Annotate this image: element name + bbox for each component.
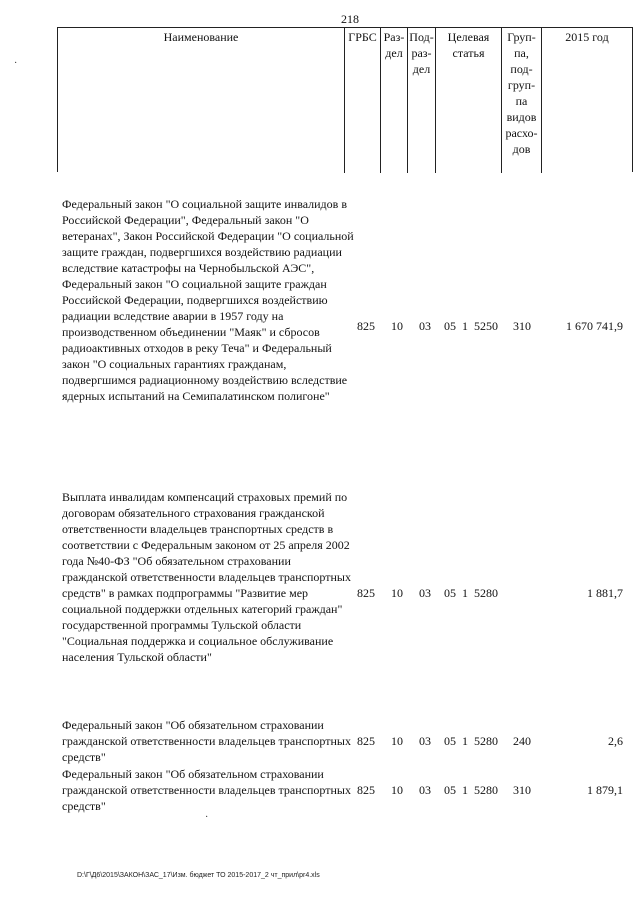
row-grbs: 825 (357, 783, 375, 797)
row-podrazdel: 03 (419, 734, 431, 748)
row-grbs: 825 (357, 734, 375, 748)
row-target: 05 1 5250 (444, 319, 498, 333)
row-name: Федеральный закон "Об обязательном страховании гражданской ответственности владельцев транспортных средств" (62, 718, 351, 764)
scan-speck: · (205, 812, 209, 823)
header-podrazdel: Под- раз- дел (407, 28, 435, 173)
table-header (57, 27, 633, 172)
header-target: Целевая статья (435, 28, 501, 173)
row-podrazdel: 03 (419, 586, 431, 600)
row-group: 310 (513, 783, 531, 797)
header-grbs: ГРБС (344, 28, 380, 173)
row-target: 05 1 5280 (444, 734, 498, 748)
row-sum: 1 881,7 (587, 586, 623, 600)
row-group: 310 (513, 319, 531, 333)
row-target: 05 1 5280 (444, 586, 498, 600)
header-group: Груп- па, под- груп- па видов расхо- дов (501, 28, 541, 173)
row-razdel: 10 (391, 586, 403, 600)
row-podrazdel: 03 (419, 783, 431, 797)
page-number: 218 (341, 12, 359, 26)
row-podrazdel: 03 (419, 319, 431, 333)
row-target: 05 1 5280 (444, 783, 498, 797)
scan-speck: · (14, 58, 18, 69)
row-razdel: 10 (391, 319, 403, 333)
row-razdel: 10 (391, 734, 403, 748)
row-razdel: 10 (391, 783, 403, 797)
row-sum: 1 670 741,9 (566, 319, 623, 333)
file-path-footer: D:\Г\Д6\2015\ЗАКОН\ЗАС_17\Изм. бюджет ТО 2015-2017_2 чт_прил\pr4.xls (77, 872, 320, 879)
row-grbs: 825 (357, 319, 375, 333)
header-year: 2015 год (541, 28, 632, 173)
row-sum: 2,6 (608, 734, 623, 748)
header-razdel: Раз- дел (380, 28, 407, 173)
row-sum: 1 879,1 (587, 783, 623, 797)
row-name: Выплата инвалидам компенсаций страховых премий по договорам обязательного страхования гражданской ответственности владельцев транспортных средств в соответствии с Федеральным законом от 25 апреля 2002 года №40-ФЗ "Об обязательном страховании гражданской ответственности владельцев транспортных средств" в рамках подпрограммы "Развитие мер социальной поддержки отдельных категорий граждан" государственной программы Тульской области "Социальная поддержка и социальное обслуживание населения Тульской области" (62, 490, 351, 664)
row-name: Федеральный закон "О социальной защите инвалидов в Российской Федерации", Федеральный закон "О ветеранах", Закон Российской Федерации "О социальной защите граждан, подвергшихся воздействию радиации вследствие катастрофы на Чернобыльской АЭС", Федеральный закон "О социальной защите граждан Российской Федерации, подвергшихся воздействию радиации вследствие аварии в 1957 году на производственном объединении "Маяк" и сбросов радиоактивных отходов в реку Теча" и Федеральный закон "О социальных гарантиях гражданам, подвергшимся радиационному воздействию вследствие ядерных испытаний на Семипалатинском полигоне" (62, 197, 354, 403)
header-name: Наименование (163, 30, 239, 44)
row-name: Федеральный закон "Об обязательном страховании гражданской ответственности владельцев транспортных средств" (62, 767, 351, 813)
row-group: 240 (513, 734, 531, 748)
row-grbs: 825 (357, 586, 375, 600)
